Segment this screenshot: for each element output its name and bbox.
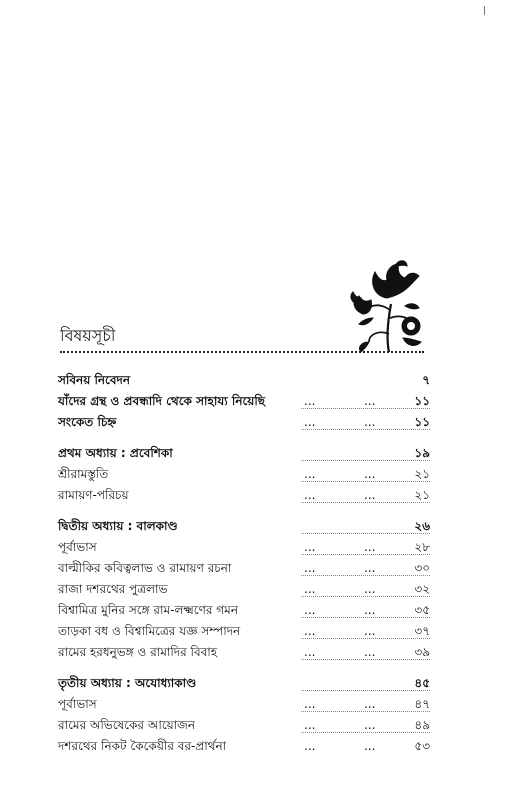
toc-entry-title: যাঁদের গ্রন্থ ও প্রবন্ধাদি থেকে সাহায্য নিয়েছি bbox=[58, 394, 266, 408]
toc-leader: ... bbox=[364, 561, 376, 575]
row-divider bbox=[301, 429, 430, 430]
toc-leader: ... bbox=[304, 718, 316, 732]
toc-entry bbox=[58, 715, 430, 736]
toc-entry-page: ৭ bbox=[422, 373, 430, 387]
row-divider bbox=[301, 481, 430, 482]
toc-leader: ... bbox=[364, 697, 376, 711]
toc-entry-page: ৩২ bbox=[414, 582, 430, 596]
toc-leader: ... bbox=[364, 645, 376, 659]
toc-leader: ... bbox=[304, 624, 316, 638]
toc-entry-title: বিশ্বামিত্র মুনির সঙ্গে রাম-লক্ষ্মণের গমন bbox=[58, 603, 238, 617]
toc-entry-page: ৪৭ bbox=[414, 697, 430, 711]
toc-entry-page: ২৬ bbox=[414, 519, 430, 533]
toc-entry-page: ৪৫ bbox=[414, 676, 430, 690]
toc-entry-title: রামায়ণ-পরিচয় bbox=[58, 488, 129, 502]
toc-entry-page: ১১ bbox=[414, 394, 430, 408]
row-divider bbox=[301, 617, 430, 618]
toc-chapter-entry bbox=[58, 443, 430, 464]
toc-leader: ... bbox=[304, 488, 316, 502]
row-divider bbox=[301, 575, 430, 576]
toc-leader: ... bbox=[364, 467, 376, 481]
toc-leader: ... bbox=[364, 718, 376, 732]
toc-leader: ... bbox=[304, 561, 316, 575]
heading-divider bbox=[60, 351, 424, 353]
row-divider bbox=[301, 502, 430, 503]
toc-entry-page: ২৮ bbox=[414, 540, 430, 554]
toc-entry bbox=[58, 412, 430, 433]
row-divider bbox=[301, 408, 430, 409]
page-edge-mark bbox=[484, 6, 485, 15]
toc-leader: ... bbox=[304, 540, 316, 554]
toc-entry bbox=[58, 600, 430, 621]
toc-entry-title: তৃতীয় অধ্যায় : অযোধ্যাকাণ্ড bbox=[58, 676, 197, 690]
toc-entry-title: তাড়কা বধ ও বিশ্বামিত্রের যজ্ঞ সম্পাদন bbox=[58, 624, 241, 638]
toc-entry-page: ৩৯ bbox=[414, 645, 430, 659]
row-divider bbox=[301, 533, 430, 534]
toc-leader: ... bbox=[304, 415, 316, 429]
toc-entry-page: ৩০ bbox=[414, 561, 430, 575]
toc-entry bbox=[58, 537, 430, 558]
toc-entry bbox=[58, 694, 430, 715]
toc-entry-title: রামের অভিষেকের আয়োজন bbox=[58, 718, 196, 732]
toc-leader: ... bbox=[304, 739, 316, 753]
toc-entry bbox=[58, 485, 430, 506]
row-divider bbox=[301, 690, 430, 691]
toc-chapter-entry bbox=[58, 673, 430, 694]
toc-entry bbox=[58, 370, 430, 391]
toc-leader: ... bbox=[364, 624, 376, 638]
toc-leader: ... bbox=[364, 488, 376, 502]
toc-entry-title: দশরথের নিকট কৈকেয়ীর বর-প্রার্থনা bbox=[58, 739, 227, 753]
toc-leader: ... bbox=[364, 415, 376, 429]
toc-entry bbox=[58, 642, 430, 663]
toc-entry-title: বাল্মীকির কবিত্বলাভ ও রামায়ণ রচনা bbox=[58, 561, 232, 575]
toc-leader: ... bbox=[304, 645, 316, 659]
toc-chapter-entry bbox=[58, 516, 430, 537]
toc-leader: ... bbox=[364, 603, 376, 617]
toc-leader: ... bbox=[304, 394, 316, 408]
toc-entry-title: রামের হরধনুভঙ্গ ও রামাদির বিবাহ bbox=[58, 645, 218, 659]
toc-leader: ... bbox=[304, 467, 316, 481]
row-divider bbox=[301, 711, 430, 712]
toc-entry-page: ২১ bbox=[414, 488, 430, 502]
toc-entry-page: ১১ bbox=[414, 415, 430, 429]
toc-leader: ... bbox=[364, 540, 376, 554]
toc-entry-page: ১৯ bbox=[414, 446, 430, 460]
toc-leader: ... bbox=[304, 697, 316, 711]
toc-entry-page: ৩৫ bbox=[414, 603, 430, 617]
row-divider bbox=[301, 596, 430, 597]
toc-entry-title: প্রথম অধ্যায় : প্রবেশিকা bbox=[58, 446, 173, 460]
row-divider bbox=[301, 732, 430, 733]
row-divider bbox=[301, 659, 430, 660]
toc-entry bbox=[58, 464, 430, 485]
toc-entry-title: পূর্বাভাস bbox=[58, 540, 97, 554]
toc-leader: ... bbox=[304, 603, 316, 617]
toc-entry bbox=[58, 736, 430, 757]
toc-leader: ... bbox=[364, 739, 376, 753]
toc-entry bbox=[58, 579, 430, 600]
toc-entry-page: ৪৯ bbox=[414, 718, 430, 732]
row-divider bbox=[301, 638, 430, 639]
toc-entry-page: ৫৩ bbox=[414, 739, 430, 753]
row-divider bbox=[301, 460, 430, 461]
toc-leader: ... bbox=[304, 582, 316, 596]
toc-entry bbox=[58, 558, 430, 579]
floral-ornament-icon bbox=[349, 258, 429, 354]
toc-entry-title: সবিনয় নিবেদন bbox=[58, 373, 131, 387]
toc-entry-page: ৩৭ bbox=[414, 624, 430, 638]
row-divider bbox=[301, 554, 430, 555]
toc-entry-title: পূর্বাভাস bbox=[58, 697, 97, 711]
toc-leader: ... bbox=[364, 582, 376, 596]
toc-entry bbox=[58, 621, 430, 642]
toc-heading: বিষয়সূচী bbox=[60, 326, 116, 345]
toc-entry-title: দ্বিতীয় অধ্যায় : বালকাণ্ড bbox=[58, 519, 178, 533]
toc-entry-title: রাজা দশরথের পুত্রলাভ bbox=[58, 582, 168, 596]
toc-entry-page: ২১ bbox=[414, 467, 430, 481]
toc-leader: ... bbox=[364, 394, 376, 408]
table-of-contents bbox=[58, 370, 430, 757]
toc-entry-title: শ্রীরামস্তুতি bbox=[58, 467, 109, 481]
toc-entry bbox=[58, 391, 430, 412]
toc-entry-title: সংকেত চিহ্ন bbox=[58, 415, 117, 429]
